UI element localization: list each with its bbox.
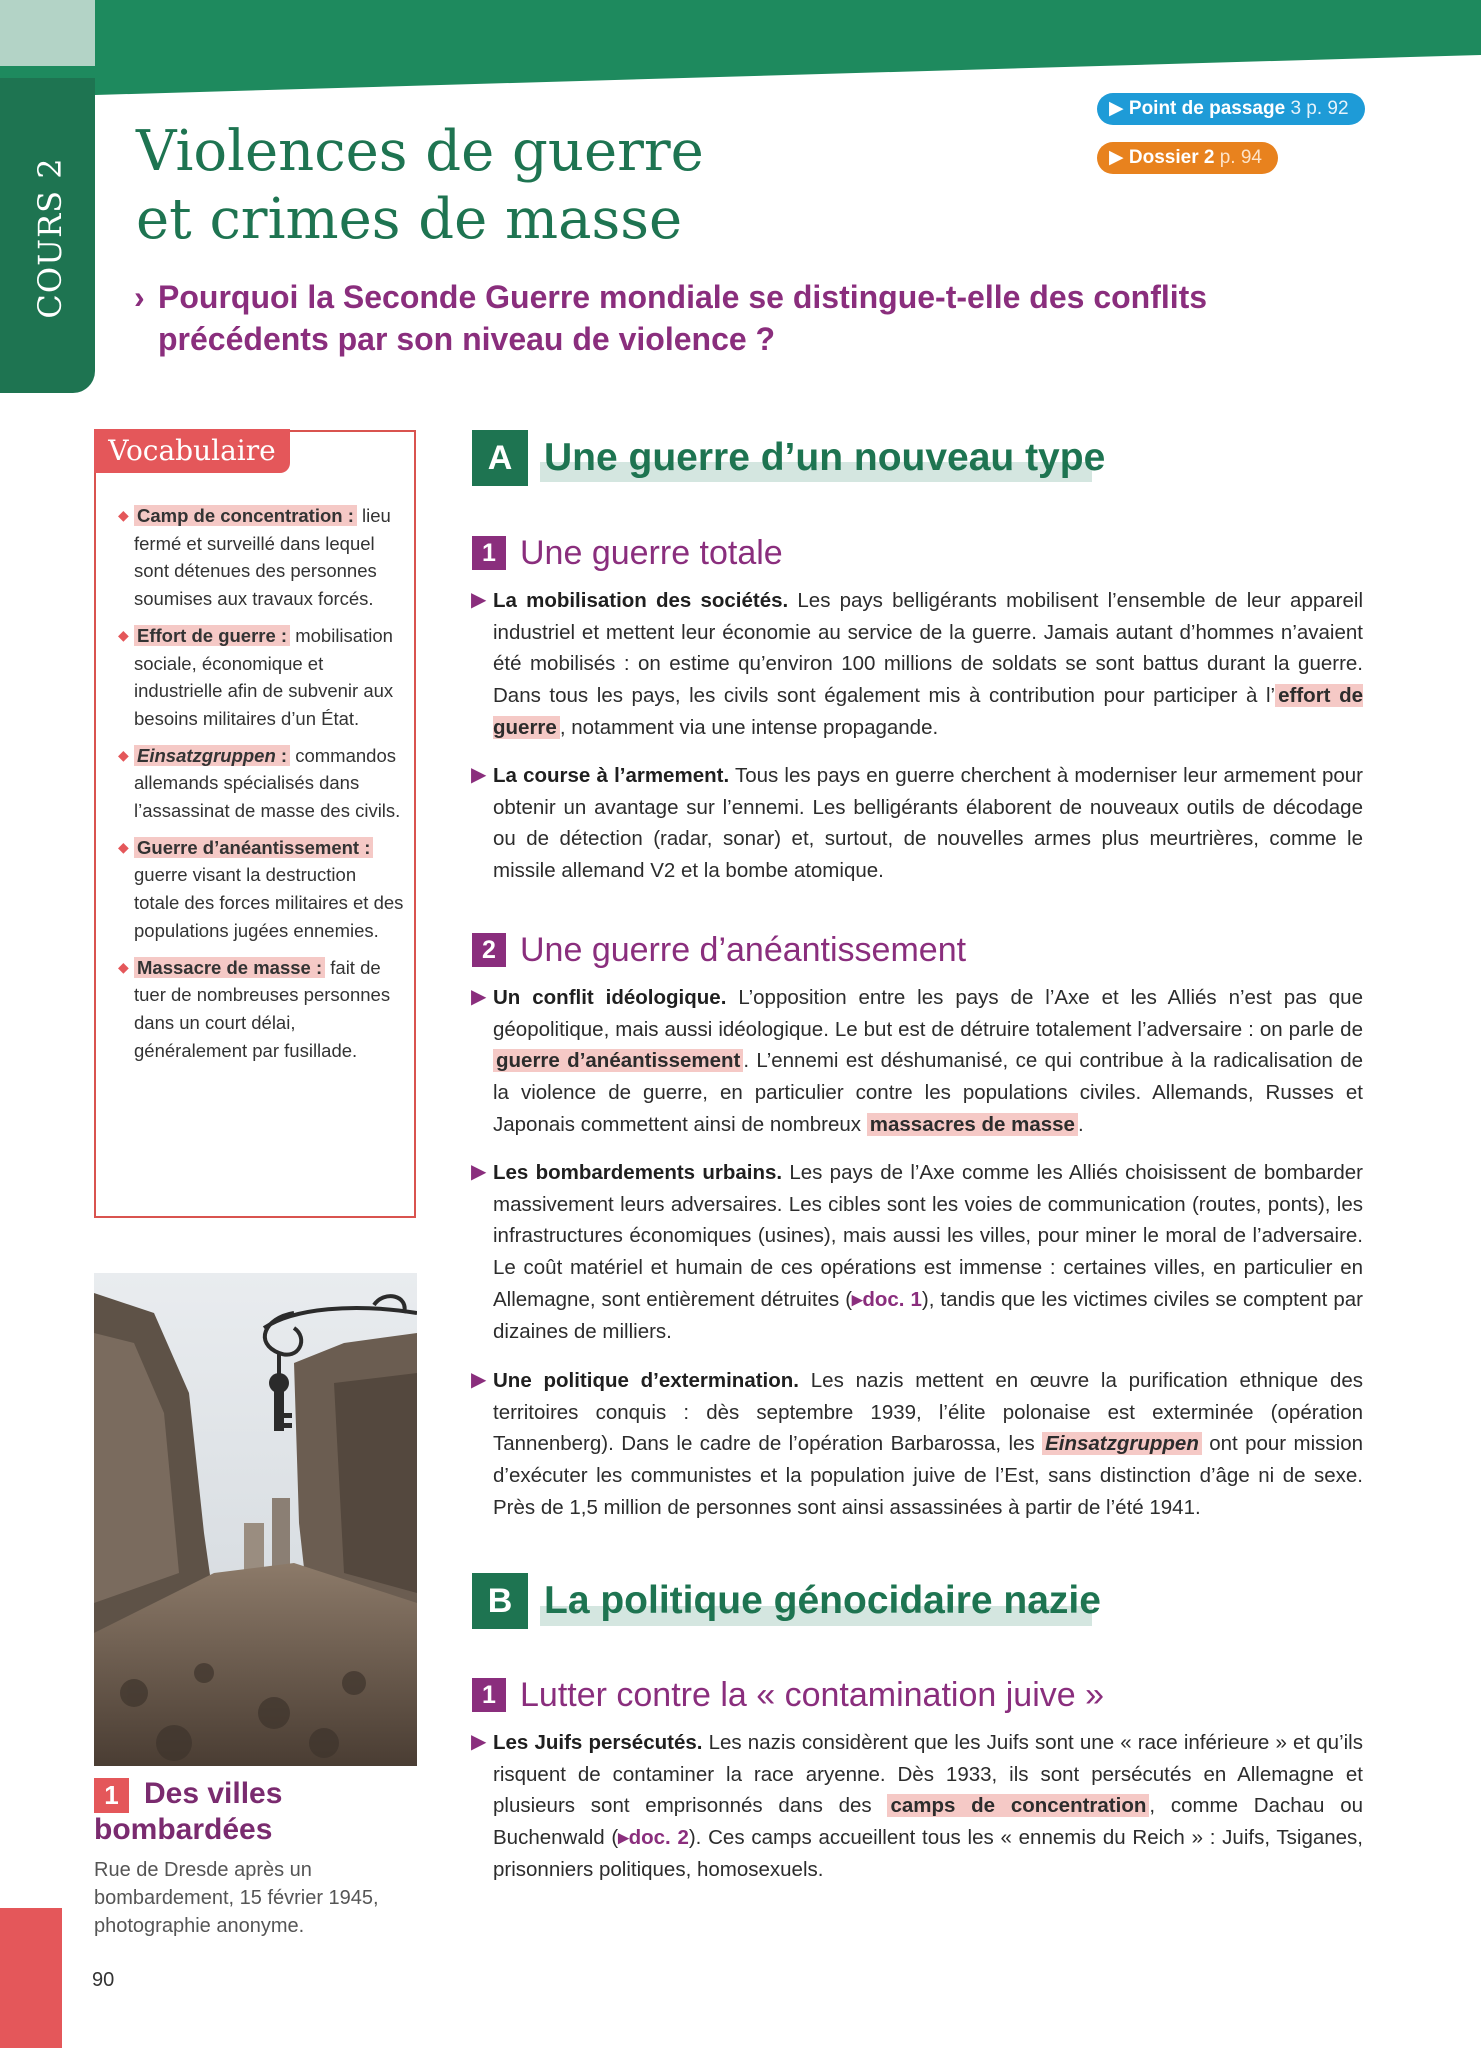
chevron-right-icon: › (134, 279, 145, 315)
paragraph: ▶ Les Juifs persécutés. Les nazis considèrent que les Juifs sont une « race inférieure » et qu’ils risquent de contaminer la race aryenne. Dès 1933, ils sont persécutés en Allemagne et plusieurs sont emprisonnés dans des camps de concentration , comme Dachau ou Buchenwald (▸doc. 2). Ces camps accueillent tous les « ennemis du Reich » : Juifs, Tsiganes, prisonniers politiques, homosexuels. (493, 1727, 1363, 1886)
play-icon: ▸ (852, 1287, 863, 1311)
page-title: Violences de guerre et crimes de masse (136, 119, 704, 252)
bullet-icon: ◆ (118, 958, 129, 975)
arrow-bullet-icon: ▶ (471, 1161, 487, 1183)
doc-reference-link[interactable]: ▸doc. 2 (618, 1826, 689, 1850)
link-point-de-passage[interactable]: ▶ Point de passage 3 p. 92 (1097, 93, 1365, 125)
subsection-number: 2 (472, 933, 506, 967)
vocab-item: ◆ Massacre de masse : fait de tuer de nombreuses personnes dans un court délai, généralement par fusillade. (118, 954, 404, 1065)
figure-number: 1 (94, 1778, 129, 1813)
vocab-item: ◆ Effort de guerre : mobilisation sociale, économique et industrielle afin de subvenir aux besoins militaires d’un État. (118, 622, 404, 733)
bullet-icon: ◆ (118, 507, 129, 523)
vocab-item: ◆ Guerre d’anéantissement : guerre visant la destruction totale des forces militaires et des populations jugées ennemies. (118, 834, 404, 945)
header-corner (0, 0, 95, 66)
figure-caption: Rue de Dresde après un bombardement, 15 février 1945, photographie anonyme. (94, 1859, 379, 1937)
arrow-bullet-icon: ▶ (471, 1369, 487, 1391)
vocab-item: ◆ Camp de concentration : lieu fermé et surveillé dans lequel sont détenues des personnes soumises aux travaux forcés. (118, 502, 404, 613)
dresden-photo (94, 1273, 417, 1766)
subsection-title: Une guerre totale (520, 534, 783, 572)
subsection-number: 1 (472, 536, 506, 570)
play-icon: ▶ (1109, 98, 1129, 119)
paragraph: ▶ La course à l’armement. Tous les pays en guerre cherchent à moderniser leur armement pour obtenir un avantage sur l’ennemi. Les belligérants élaborent de nouveaux outils de décodage ou de détection (radar, sonar) et, surtout, de nouvelles armes plus meurtrières, comme le missile allemand V2 et la bombe atomique. (493, 760, 1363, 887)
play-icon: ▶ (1109, 147, 1129, 168)
page-corner-bar (0, 1908, 62, 2048)
vocab-item: ◆ Einsatzgruppen : commandos allemands spécialisés dans l’assassinat de masse des civils. (118, 742, 404, 825)
section-letter: B (472, 1573, 528, 1629)
section-letter: A (472, 430, 528, 486)
vocabulary-title: Vocabulaire (94, 429, 290, 473)
paragraph: ▶ Un conflit idéologique. L’opposition entre les pays de l’Axe et les Alliés n’est pas que géopolitique, mais aussi idéologique. Le but est de détruire totalement l’adversaire : on parle de guerre d’anéantissement . L’ennemi est déshumanisé, ce qui contribue à la radicalisation de la violence de guerre, en particulier contre les populations civiles. Allemands, Russes et Japonais commettent ainsi de nombreux massacres de masse . (493, 982, 1363, 1141)
subsection-title: Lutter contre la « contamination juive » (520, 1676, 1105, 1714)
arrow-bullet-icon: ▶ (471, 986, 487, 1008)
arrow-bullet-icon: ▶ (471, 764, 487, 786)
header-banner (0, 0, 1481, 95)
page-number: 90 (92, 1969, 115, 1991)
section-title: Une guerre d’un nouveau type (544, 436, 1106, 479)
subsection-title: Une guerre d’anéantissement (520, 931, 967, 969)
arrow-bullet-icon: ▶ (471, 589, 487, 611)
paragraph: ▶ Une politique d’extermination. Les nazis mettent en œuvre la purification ethnique des territoires conquis : dès septembre 1939, l’élite polonaise est exterminée (opération Tannenberg). Dans le cadre de l’opération Barbarossa, les Einsatzgruppen ont pour mission d’exécuter les communistes et la population juive de l’Est, sans distinction d’âge ni de sexe. Près de 1,5 million de personnes sont ainsi assassinées à partir de l’été 1941. (493, 1365, 1363, 1524)
bullet-icon: ◆ (118, 838, 129, 855)
link-dossier[interactable]: ▶ Dossier 2 p. 94 (1097, 142, 1278, 174)
play-icon: ▸ (618, 1826, 629, 1850)
arrow-bullet-icon: ▶ (471, 1731, 487, 1753)
vocabulary-list (118, 502, 404, 1073)
doc-reference-link[interactable]: ▸doc. 1 (852, 1287, 922, 1311)
problematic-question: › Pourquoi la Seconde Guerre mondiale se distingue-t-elle des conflits précédents par son niveau de violence ? (134, 276, 1234, 360)
paragraph: ▶ La mobilisation des sociétés. Les pays belligérants mobilisent l’ensemble de leur appareil industriel et mettent leur économie au service de la guerre. Jamais autant d’hommes n’avaient été mobilisés : on estime qu’environ 100 millions de soldats se sont battus durant la guerre. Dans tous les pays, les civils sont également mis à contribution pour participer à l’ effort de guerre , notamment via une intense propagande. (493, 585, 1363, 744)
course-tab-label: COURS 2 (31, 157, 69, 319)
bullet-icon: ◆ (118, 626, 129, 643)
figure-title: Des villes bombardées (94, 1777, 283, 1846)
bullet-icon: ◆ (118, 746, 129, 763)
section-title: La politique génocidaire nazie (544, 1579, 1101, 1622)
subsection-number: 1 (472, 1678, 506, 1712)
paragraph: ▶ Les bombardements urbains. Les pays de l’Axe comme les Alliés choisissent de bombarder massivement leurs adversaires. Les cibles sont les voies de communication (routes, ponts), les infrastructures économiques (usines), mais aussi les villes, pour miner le moral de l’adversaire. Le coût matériel et humain de ces opérations est immense : certaines villes, en particulier en Allemagne, sont entièrement détruites (▸doc. 1), tandis que les victimes civiles se comptent par dizaines de milliers. (493, 1157, 1363, 1347)
